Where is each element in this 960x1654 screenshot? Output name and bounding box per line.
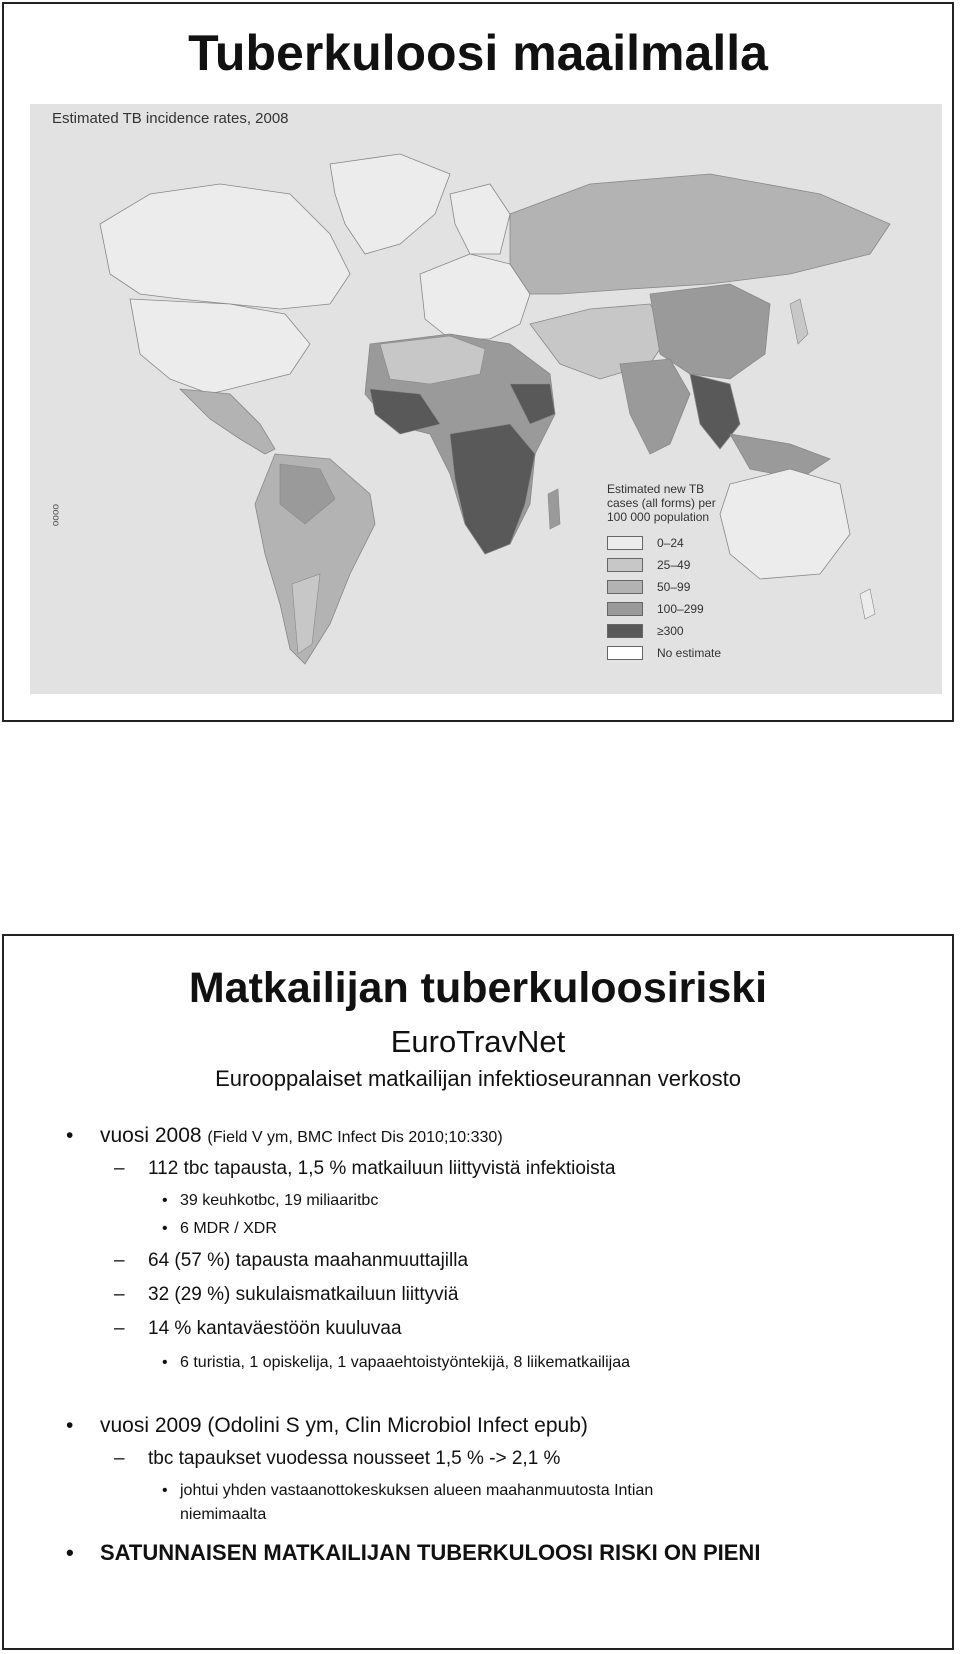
bullet-text: johtui yhden vastaanottokeskuksen alueen maahanmuutosta Intian [180, 1482, 654, 1499]
bullet-dot: • [162, 1192, 168, 1209]
bullet-dash: – [114, 1318, 125, 1339]
legend-title-line: 100 000 population [607, 510, 710, 524]
bullet-text: tbc tapaukset vuodessa nousseet 1,5 % -> 2,1 % [148, 1448, 561, 1469]
legend-title-line: cases (all forms) per [607, 496, 716, 510]
legend-label: 25–49 [657, 558, 691, 572]
legend-title [607, 482, 727, 524]
legend-title-line: Estimated new TB [607, 482, 705, 496]
legend-label: 0–24 [657, 536, 684, 550]
world-map-graphic [30, 104, 942, 694]
bullet-reference: (Field V ym, BMC Infect Dis 2010;10:330) [207, 1129, 503, 1146]
bullet-dot: • [162, 1482, 168, 1499]
legend-item [607, 620, 787, 642]
bullet-dot: • [66, 1124, 74, 1147]
world-tb-map [30, 104, 942, 694]
legend-item [607, 576, 787, 598]
bullet-text: 6 MDR / XDR [180, 1220, 277, 1237]
legend-swatch [607, 558, 643, 572]
bullet-text [100, 1124, 503, 1148]
bullet-text: SATUNNAISEN MATKAILIJAN TUBERKULOOSI RISKI ON PIENI [100, 1540, 761, 1565]
bullet-dot: • [162, 1220, 168, 1237]
bullet-dash: – [114, 1158, 125, 1179]
slide-title: Tuberkuloosi maailmalla [188, 25, 768, 81]
bullet-text: 14 % kantaväestöön kuuluvaa [148, 1318, 402, 1339]
bullet-text: 64 (57 %) tapausta maahanmuuttajilla [148, 1250, 469, 1271]
bullet-dash: – [114, 1284, 125, 1305]
bullet-text: 112 tbc tapausta, 1,5 % matkailuun liittyvistä infektioista [148, 1158, 616, 1179]
legend-swatch [607, 602, 643, 616]
bullet-text-main: vuosi 2008 [100, 1124, 208, 1147]
bullet-text: vuosi 2009 (Odolini S ym, Clin Microbiol Infect epub) [100, 1414, 588, 1437]
legend-swatch [607, 624, 643, 638]
legend-item [607, 642, 787, 664]
legend-item [607, 532, 787, 554]
slide-travel-tb-risk [2, 934, 954, 1650]
legend-label: 50–99 [657, 580, 691, 594]
legend-label: 100–299 [657, 602, 704, 616]
bullet-text-cont: niemimaalta [180, 1506, 267, 1523]
bullet-text: 6 turistia, 1 opiskelija, 1 vapaaehtoistyöntekijä, 8 liikematkailijaa [180, 1354, 631, 1371]
bullet-dot: • [66, 1540, 74, 1565]
map-legend [607, 482, 787, 664]
legend-label: ≥300 [657, 624, 684, 638]
bullet-text: 39 keuhkotbc, 19 miliaaritbc [180, 1192, 379, 1209]
slide-title: Matkailijan tuberkuloosiriski [188, 964, 768, 1012]
bullet-text: 32 (29 %) sukulaismatkailuun liittyviä [148, 1284, 459, 1305]
bullet-dash: – [114, 1448, 125, 1469]
legend-label: No estimate [657, 646, 722, 660]
map-side-marks: oooo [50, 504, 61, 527]
slide-tb-world [2, 2, 954, 722]
slide-subtitle: EuroTravNet [390, 1024, 566, 1059]
bullet-dash: – [114, 1250, 125, 1271]
slide-subtitle-2: Eurooppalaiset matkailijan infektioseurannan verkosto [215, 1066, 741, 1091]
legend-swatch [607, 646, 643, 660]
legend-item [607, 598, 787, 620]
bullet-dot: • [162, 1354, 168, 1371]
legend-item [607, 554, 787, 576]
bullet-dot: • [66, 1414, 74, 1437]
map-caption: Estimated TB incidence rates, 2008 [52, 110, 289, 127]
legend-swatch [607, 536, 643, 550]
legend-swatch [607, 580, 643, 594]
